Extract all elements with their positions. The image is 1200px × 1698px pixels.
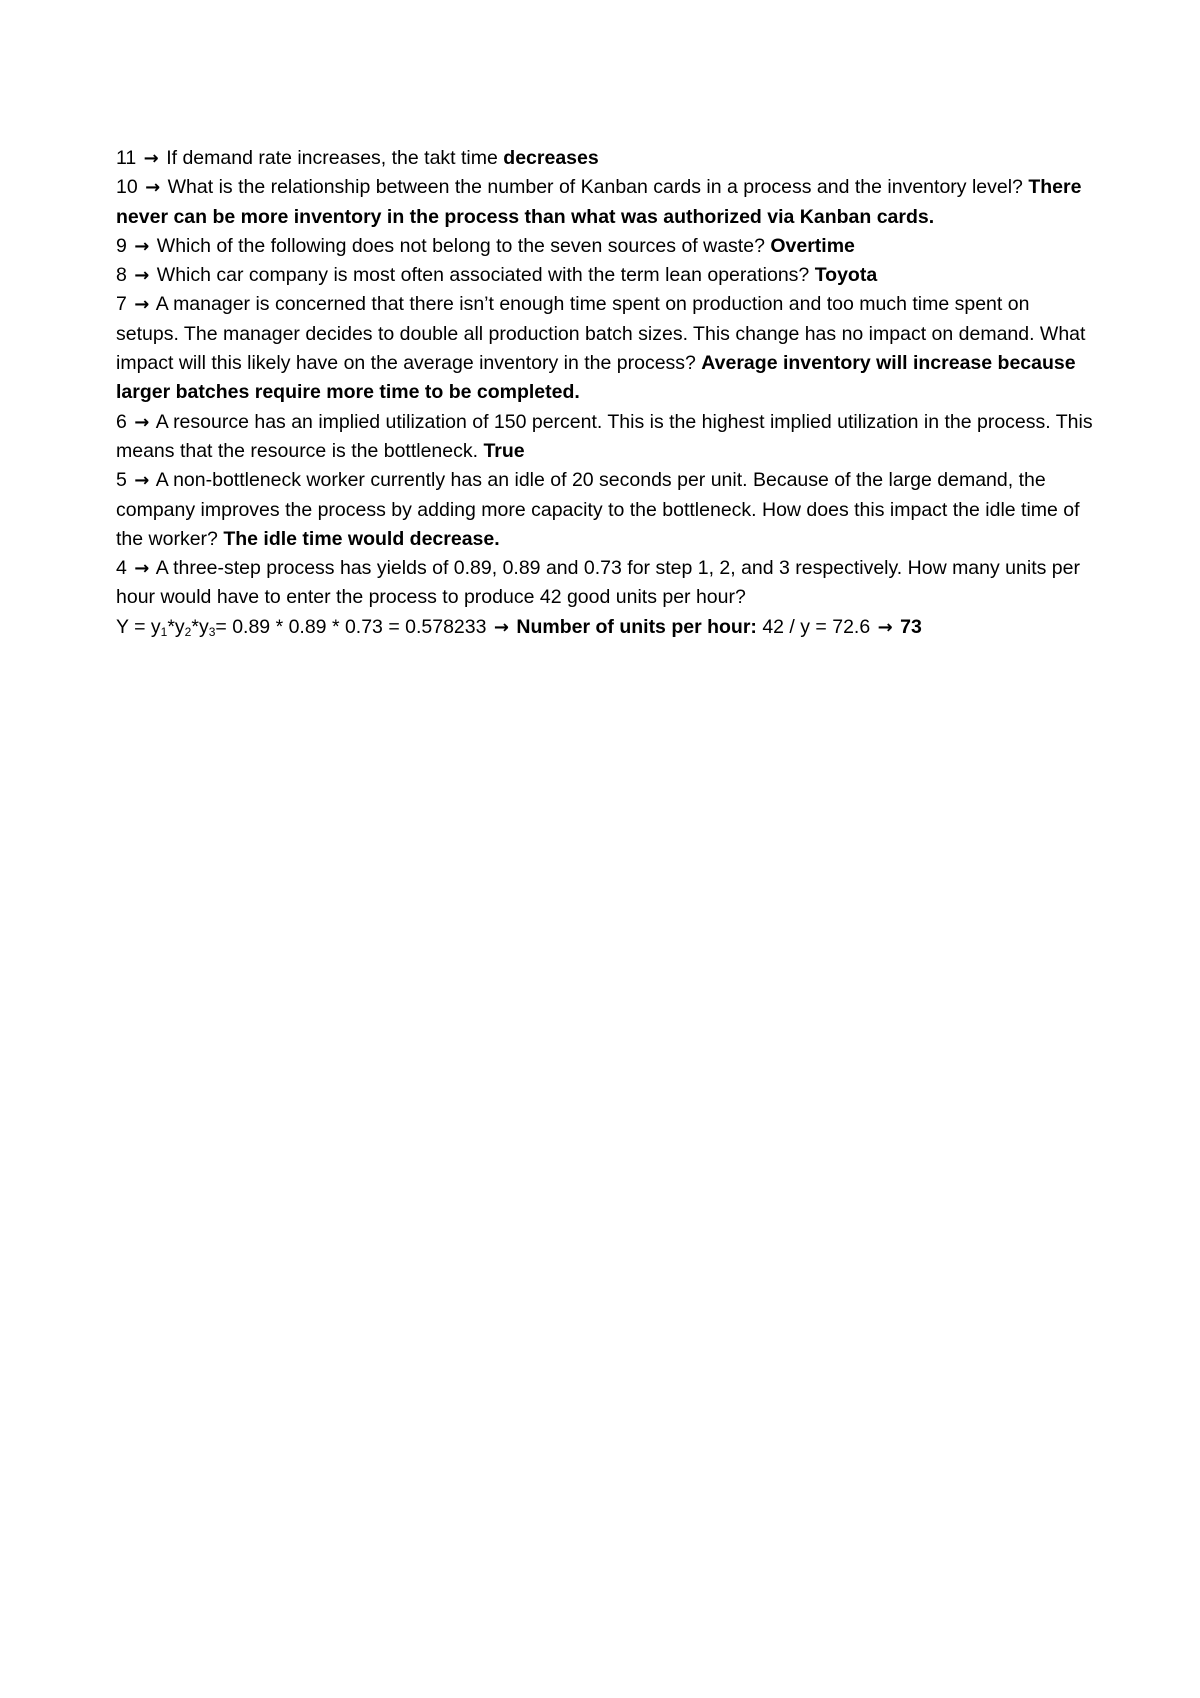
yield-formula — [116, 613, 1096, 642]
formula-subscript: 3 — [208, 624, 216, 639]
item-number: 11 — [116, 147, 137, 169]
arrow-icon: → — [134, 265, 150, 287]
item-question: Which of the following does not belong to the seven sources of waste? — [156, 234, 771, 257]
formula-subscript: 1 — [160, 624, 168, 639]
arrow-icon: → — [134, 411, 150, 433]
arrow-icon: → — [145, 177, 161, 199]
item-question: Which car company is most often associated with the term lean operations? — [156, 264, 815, 287]
formula-calc: 42 / y = 72.6 — [756, 615, 876, 638]
item-answer: decreases — [503, 147, 599, 169]
arrow-icon: → — [877, 616, 893, 638]
formula-final-answer: 73 — [900, 615, 922, 638]
item-answer: There never can be more inventory in the process than what was authorized via Kanban cards. — [116, 176, 1082, 228]
answer-item-6 — [116, 408, 1096, 467]
item-question: A manager is concerned that there isn’t enough time spent on production and too much time spent on setups. The manager decides to double all production batch sizes. This change has no impact on demand. What impact will this likely have on the average inventory in the process? — [116, 293, 1086, 375]
item-number: 5 — [116, 469, 127, 492]
answer-item-11 — [116, 144, 1096, 173]
item-number: 10 — [116, 176, 138, 199]
item-question: A resource has an implied utilization of 150 percent. This is the highest implied utilization in the process. This means that the resource is the bottleneck. — [116, 410, 1093, 462]
item-answer: Overtime — [770, 234, 855, 257]
item-answer: The idle time would decrease. — [223, 527, 500, 550]
answer-item-10 — [116, 173, 1096, 232]
answer-list — [116, 144, 1096, 642]
arrow-icon: → — [134, 294, 150, 316]
item-answer: True — [483, 439, 525, 462]
formula-term: *y — [191, 615, 209, 638]
arrow-icon: → — [134, 235, 150, 257]
answer-item-8 — [116, 261, 1096, 290]
item-question: A non-bottleneck worker currently has an idle of 20 seconds per unit. Because of the large demand, the company improves the process by adding more capacity to the bottleneck. How does this impact the idle time of the worker? — [116, 469, 1080, 550]
formula-result-label: Number of units per hour: — [516, 615, 757, 638]
item-answer: Average inventory will increase because larger batches require more time to be completed. — [116, 352, 1076, 404]
arrow-icon: → — [493, 616, 509, 638]
answer-item-4 — [116, 554, 1096, 613]
answer-item-5 — [116, 466, 1096, 554]
arrow-icon: → — [134, 558, 150, 580]
formula-rhs: = 0.89 * 0.89 * 0.73 = 0.578233 — [215, 615, 492, 638]
formula-term: *y — [167, 615, 185, 638]
item-question: What is the relationship between the number of Kanban cards in a process and the inventory level? — [167, 176, 1029, 199]
formula-lhs: Y = y — [116, 615, 161, 638]
item-number: 7 — [116, 293, 127, 316]
answer-item-7 — [116, 290, 1096, 407]
arrow-icon: → — [134, 470, 150, 492]
item-question: A three-step process has yields of 0.89, 0.89 and 0.73 for step 1, 2, and 3 respectively. How many units per hour would have to enter the process to produce 42 good units per hour? — [116, 557, 1080, 609]
item-question: If demand rate increases, the takt time — [166, 147, 504, 169]
item-number: 4 — [116, 557, 127, 580]
formula-subscript: 2 — [184, 624, 192, 639]
item-number: 9 — [116, 234, 127, 257]
arrow-icon: → — [143, 148, 159, 169]
item-answer: Toyota — [814, 264, 878, 287]
answer-item-9 — [116, 232, 1096, 261]
item-number: 6 — [116, 410, 127, 433]
item-number: 8 — [116, 264, 127, 287]
